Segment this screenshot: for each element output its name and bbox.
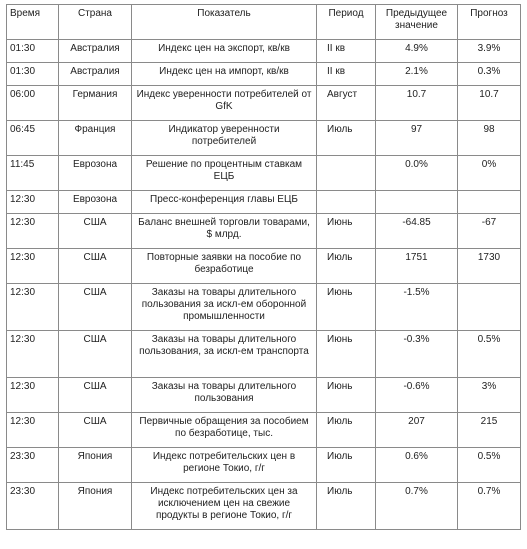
cell-forecast: 0.7% (458, 483, 521, 530)
cell-time: 12:30 (7, 378, 59, 413)
cell-indicator: Индекс цен на экспорт, кв/кв (132, 40, 317, 63)
cell-forecast: 0.5% (458, 331, 521, 378)
cell-country: Еврозона (59, 156, 132, 191)
cell-indicator: Первичные обращения за пособием по безработице, тыс. (132, 413, 317, 448)
cell-country: Еврозона (59, 191, 132, 214)
header-indicator: Показатель (132, 5, 317, 40)
cell-time: 06:00 (7, 86, 59, 121)
cell-previous: 207 (376, 413, 458, 448)
cell-indicator: Индекс уверенности потребителей от GfK (132, 86, 317, 121)
cell-period: Июнь (317, 378, 376, 413)
cell-time: 11:45 (7, 156, 59, 191)
cell-country: США (59, 378, 132, 413)
cell-indicator: Заказы на товары длительного пользования, за искл-ем транспорта (132, 331, 317, 378)
cell-previous: -1.5% (376, 284, 458, 331)
cell-country: США (59, 214, 132, 249)
cell-time: 12:30 (7, 284, 59, 331)
cell-time: 12:30 (7, 413, 59, 448)
cell-previous: -64.85 (376, 214, 458, 249)
cell-indicator: Заказы на товары длительного пользования (132, 378, 317, 413)
header-forecast: Прогноз (458, 5, 521, 40)
cell-previous: 0.7% (376, 483, 458, 530)
cell-country: США (59, 413, 132, 448)
cell-forecast: 215 (458, 413, 521, 448)
table-row (7, 156, 521, 191)
cell-country: Япония (59, 448, 132, 483)
table-row (7, 40, 521, 63)
cell-time: 01:30 (7, 40, 59, 63)
economic-calendar-table (6, 4, 521, 530)
cell-period: II кв (317, 40, 376, 63)
cell-forecast (458, 191, 521, 214)
cell-time: 06:45 (7, 121, 59, 156)
cell-previous: 10.7 (376, 86, 458, 121)
cell-forecast: 0.3% (458, 63, 521, 86)
cell-forecast: 0.5% (458, 448, 521, 483)
cell-time: 01:30 (7, 63, 59, 86)
cell-indicator: Индекс цен на импорт, кв/кв (132, 63, 317, 86)
cell-previous: 97 (376, 121, 458, 156)
cell-period: Июнь (317, 331, 376, 378)
cell-indicator: Индекс потребительских цен в регионе Токио, г/г (132, 448, 317, 483)
cell-previous: 1751 (376, 249, 458, 284)
cell-period: Июнь (317, 214, 376, 249)
cell-indicator: Заказы на товары длительного пользования за искл-ем оборонной промышленности (132, 284, 317, 331)
cell-indicator: Пресс-конференция главы ЕЦБ (132, 191, 317, 214)
cell-indicator: Индикатор уверенности потребителей (132, 121, 317, 156)
cell-time: 12:30 (7, 191, 59, 214)
header-period: Период (317, 5, 376, 40)
table-row (7, 191, 521, 214)
cell-country: Австралия (59, 63, 132, 86)
header-time: Время (7, 5, 59, 40)
cell-period (317, 156, 376, 191)
table-row (7, 86, 521, 121)
cell-time: 12:30 (7, 331, 59, 378)
cell-country: США (59, 331, 132, 378)
cell-previous: 2.1% (376, 63, 458, 86)
table-row (7, 413, 521, 448)
cell-previous: 4.9% (376, 40, 458, 63)
cell-forecast: 3% (458, 378, 521, 413)
cell-previous: 0.0% (376, 156, 458, 191)
cell-country: Франция (59, 121, 132, 156)
table-row (7, 249, 521, 284)
cell-forecast: 0% (458, 156, 521, 191)
table-row (7, 331, 521, 378)
cell-country: США (59, 284, 132, 331)
cell-country: Япония (59, 483, 132, 530)
cell-country: Германия (59, 86, 132, 121)
cell-indicator: Решение по процентным ставкам ЕЦБ (132, 156, 317, 191)
table-row (7, 121, 521, 156)
cell-previous: -0.3% (376, 331, 458, 378)
cell-forecast (458, 284, 521, 331)
table-row (7, 63, 521, 86)
cell-forecast: 98 (458, 121, 521, 156)
cell-indicator: Индекс потребительских цен за исключением цен на свежие продукты в регионе Токио, г/г (132, 483, 317, 530)
cell-previous (376, 191, 458, 214)
cell-period: Август (317, 86, 376, 121)
header-previous: Предыдущее значение (376, 5, 458, 40)
cell-time: 23:30 (7, 448, 59, 483)
cell-forecast: 3.9% (458, 40, 521, 63)
header-country: Страна (59, 5, 132, 40)
cell-forecast: 10.7 (458, 86, 521, 121)
table-row (7, 214, 521, 249)
cell-period: Июль (317, 121, 376, 156)
table-row (7, 448, 521, 483)
cell-country: Австралия (59, 40, 132, 63)
cell-indicator: Повторные заявки на пособие по безработице (132, 249, 317, 284)
cell-time: 23:30 (7, 483, 59, 530)
cell-period: II кв (317, 63, 376, 86)
cell-forecast: 1730 (458, 249, 521, 284)
cell-previous: 0.6% (376, 448, 458, 483)
cell-period (317, 191, 376, 214)
table-row (7, 378, 521, 413)
cell-period: Июль (317, 483, 376, 530)
cell-period: Июль (317, 413, 376, 448)
cell-previous: -0.6% (376, 378, 458, 413)
cell-forecast: -67 (458, 214, 521, 249)
cell-period: Июль (317, 448, 376, 483)
header-row (7, 5, 521, 40)
cell-period: Июль (317, 249, 376, 284)
table-row (7, 284, 521, 331)
table-row (7, 483, 521, 530)
cell-country: США (59, 249, 132, 284)
cell-time: 12:30 (7, 214, 59, 249)
cell-indicator: Баланс внешней торговли товарами, $ млрд. (132, 214, 317, 249)
calendar-table-container (6, 4, 521, 530)
cell-time: 12:30 (7, 249, 59, 284)
cell-period: Июнь (317, 284, 376, 331)
